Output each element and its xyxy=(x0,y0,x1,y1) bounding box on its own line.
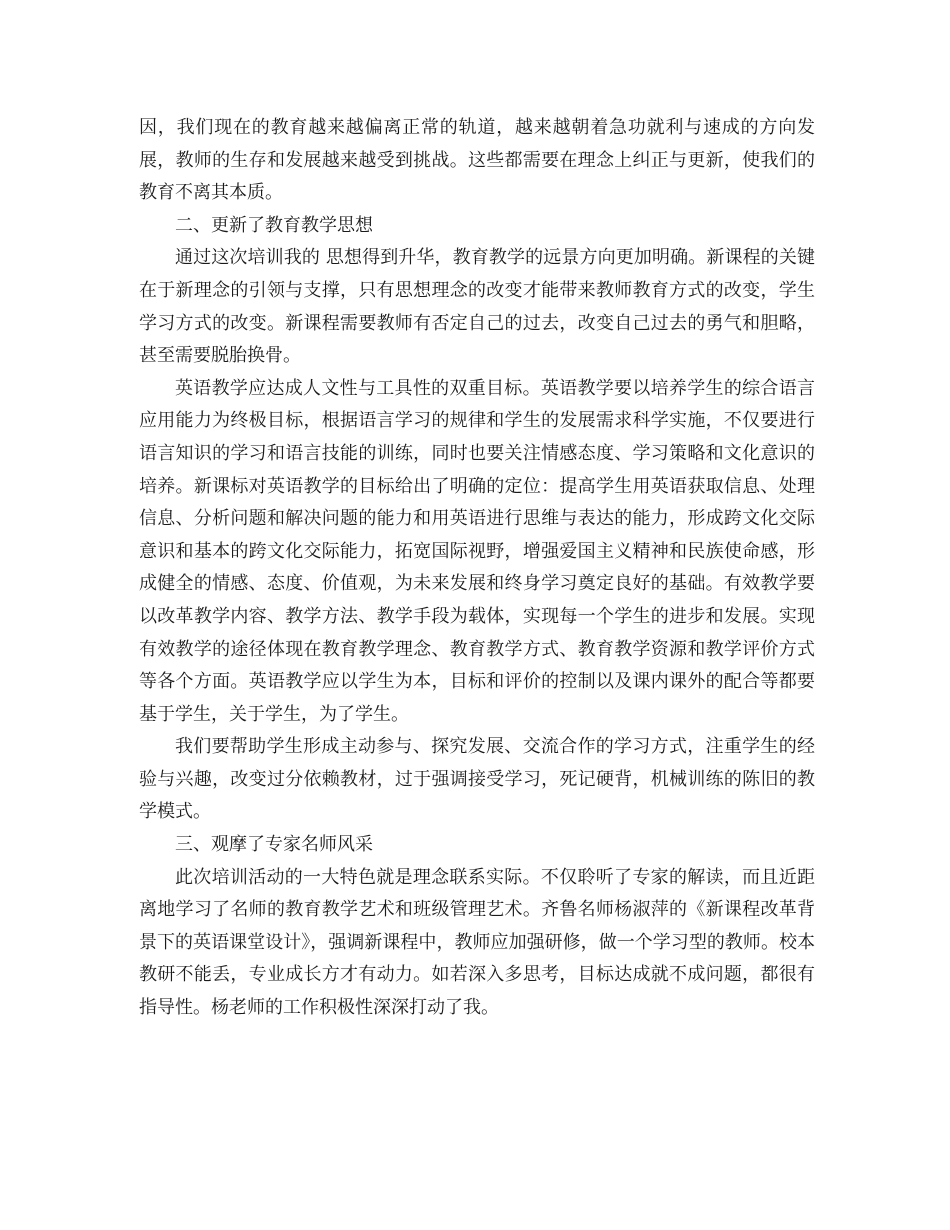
paragraph-learning-style: 我们要帮助学生形成主动参与、探究发展、交流合作的学习方式，注重学生的经验与兴趣，改变过分依赖教材，过于强调接受学习，死记硬背，机械训练的陈旧的教学模式。 xyxy=(139,736,815,823)
section-heading-2: 二、更新了教育教学思想 xyxy=(175,214,373,236)
paragraph-continued: 因，我们现在的教育越来越偏离正常的轨道，越来越朝着急功就利与速成的方向发展，教师的生存和发展越来越受到挑战。这些都需要在理念上纠正与更新，使我们的教育不离其本质。 xyxy=(139,117,815,204)
paragraph-english-goals: 英语教学应达成人文性与工具性的双重目标。英语教学要以培养学生的综合语言应用能力为终极目标，根据语言学习的规律和学生的发展需求科学实施，不仅要进行语言知识的学习和语言技能的训练，同时也要关注情感态度、学习策略和文化意识的培养。新课标对英语教学的目标给出了明确的定位：提高学生用英语获取信息、处理信息、分析问题和解决问题的能力和用英语进行思维与表达的能力，形成跨文化交际意识和基本的跨文化交际能力，拓宽国际视野，增强爱国主义精神和民族使命感，形成健全的情感、态度、价值观，为未来发展和终身学习奠定良好的基础。有效教学要以改革教学内容、教学方法、教学手段为载体，实现每一个学生的进步和发展。实现有效教学的途径体现在教育教学理念、教育教学方式、教育教学资源和教学评价方式等各个方面。英语教学应以学生为本，目标和评价的控制以及课内课外的配合等都要基于学生，关于学生，为了学生。 xyxy=(139,377,815,725)
paragraph-thought-update: 通过这次培训我的 思想得到升华，教育教学的远景方向更加明确。新课程的关键在于新理念的引领与支撑，只有思想理念的改变才能带来教师教育方式的改变，学生学习方式的改变。新课程需要教师有否定自己的过去，改变自己过去的勇气和胆略，甚至需要脱胎换骨。 xyxy=(139,247,815,367)
section-heading-3: 三、观摩了专家名师风采 xyxy=(175,834,373,856)
document-page xyxy=(139,112,815,1025)
paragraph-expert-observation: 此次培训活动的一大特色就是理念联系实际。不仅聆听了专家的解读，而且近距离地学习了名师的教育教学艺术和班级管理艺术。齐鲁名师杨淑萍的《新课程改革背景下的英语课堂设计》，强调新课程中，教师应加强研修，做一个学习型的教师。校本教研不能丢，专业成长方才有动力。如若深入多思考，目标达成就不成问题，都很有指导性。杨老师的工作积极性深深打动了我。 xyxy=(139,866,815,1019)
